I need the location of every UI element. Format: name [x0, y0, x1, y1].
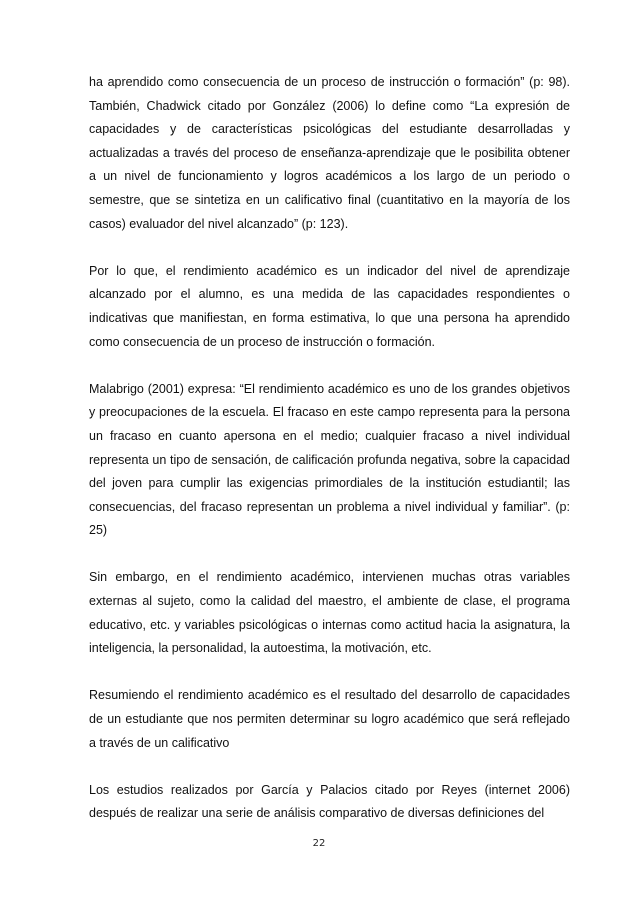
paragraph-1: ha aprendido como consecuencia de un proceso de instrucción o formación” (p: 98). También, Chadwick citado por González (2006) lo define como “La expresión de capacidades y de características psicológicas del estudiante desarrolladas y actualizadas a través del proceso de enseñanza-aprendizaje que le posibilita obtener a un nivel de funcionamiento y logros académicos a los largo de un periodo o semestre, que se sintetiza en un calificativo final (cuantitativo en la mayoría de los casos) evaluador del nivel alcanzado” (p: 123). [89, 75, 570, 231]
paragraph-5: Resumiendo el rendimiento académico es el resultado del desarrollo de capacidades de un estudiante que nos permiten determinar su logro académico que será reflejado a través de un calificativo [89, 688, 570, 750]
paragraph-6: Los estudios realizados por García y Palacios citado por Reyes (internet 2006) después de realizar una serie de análisis comparativo de diversas definiciones del [89, 782, 570, 821]
document-body [89, 71, 570, 850]
paragraph-4: Sin embargo, en el rendimiento académico, intervienen muchas otras variables externas al sujeto, como la calidad del maestro, el ambiente de clase, el programa educativo, etc. y variables psicológicas o internas como actitud hacia la asignatura, la inteligencia, la personalidad, la autoestima, la motivación, etc. [89, 570, 570, 656]
page-number: 22 [312, 838, 326, 849]
paragraph-3: Malabrigo (2001) expresa: “El rendimiento académico es uno de los grandes objetivos y preocupaciones de la escuela. El fracaso en este campo representa para la persona un fracaso en cuanto apersona en el medio; cualquier fracaso a nivel individual representa un tipo de sensación, de calificación profunda negativa, sobre la capacidad del joven para cumplir las exigencias primordiales de la institución estudiantil; las consecuencias, del fracaso representan un problema a nivel individual y familiar”. (p: 25) [89, 381, 570, 538]
paragraph-2: Por lo que, el rendimiento académico es un indicador del nivel de aprendizaje alcanzado por el alumno, es una medida de las capacidades respondientes o indicativas que manifiestan, en forma estimativa, lo que una persona ha aprendido como consecuencia de un proceso de instrucción o formación. [89, 263, 570, 349]
